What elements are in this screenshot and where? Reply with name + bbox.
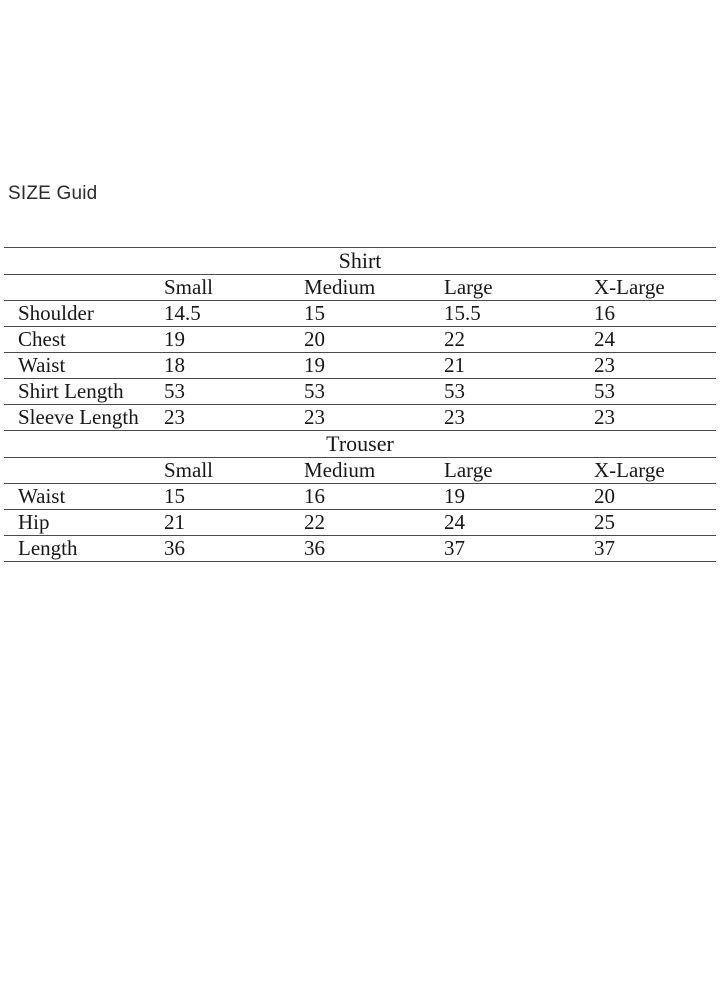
row-value-xlarge: 37 xyxy=(594,536,615,560)
row-value-large: 21 xyxy=(444,353,465,377)
row-label: Hip xyxy=(18,510,50,534)
row-value-medium: 36 xyxy=(304,536,325,560)
shirt-header-small: Small xyxy=(164,275,214,299)
row-value-small: 53 xyxy=(164,379,185,403)
trouser-header-large: Large xyxy=(444,458,493,482)
row-label: Waist xyxy=(18,353,66,377)
row-value-medium: 22 xyxy=(304,510,325,534)
row-label: Waist xyxy=(18,484,66,508)
table-rule xyxy=(4,562,716,563)
table-row xyxy=(4,379,716,405)
row-value-small: 18 xyxy=(164,353,185,377)
row-value-medium: 20 xyxy=(304,327,325,351)
row-value-xlarge: 23 xyxy=(594,353,615,377)
trouser-section-heading: Trouser xyxy=(326,431,394,456)
row-value-xlarge: 20 xyxy=(594,484,615,508)
row-value-small: 21 xyxy=(164,510,185,534)
row-value-large: 22 xyxy=(444,327,465,351)
shirt-section-heading-row xyxy=(4,248,716,275)
row-value-large: 23 xyxy=(444,405,465,429)
row-value-xlarge: 23 xyxy=(594,405,615,429)
trouser-header-medium: Medium xyxy=(304,458,376,482)
shirt-header-xlarge: X-Large xyxy=(594,275,665,299)
shirt-header-medium: Medium xyxy=(304,275,376,299)
row-label: Chest xyxy=(18,327,66,351)
table-row xyxy=(4,510,716,536)
shirt-section-heading: Shirt xyxy=(338,248,382,273)
row-value-small: 15 xyxy=(164,484,185,508)
row-value-large: 37 xyxy=(444,536,465,560)
size-tables-container xyxy=(4,247,716,562)
row-value-small: 36 xyxy=(164,536,185,560)
table-row xyxy=(4,301,716,327)
row-label: Sleeve Length xyxy=(18,405,139,429)
row-value-large: 53 xyxy=(444,379,465,403)
row-value-medium: 15 xyxy=(304,301,325,325)
trouser-section-heading-row xyxy=(4,431,716,458)
row-value-large: 24 xyxy=(444,510,465,534)
table-row xyxy=(4,405,716,431)
row-value-medium: 16 xyxy=(304,484,325,508)
row-value-xlarge: 25 xyxy=(594,510,615,534)
trouser-header-small: Small xyxy=(164,458,214,482)
row-label: Shoulder xyxy=(18,301,94,325)
shirt-header-large: Large xyxy=(444,275,493,299)
table-row xyxy=(4,536,716,562)
table-row xyxy=(4,353,716,379)
trouser-column-header-row xyxy=(4,458,716,484)
row-value-small: 23 xyxy=(164,405,185,429)
row-label: Shirt Length xyxy=(18,379,124,403)
row-value-small: 19 xyxy=(164,327,185,351)
table-row xyxy=(4,484,716,510)
table-row xyxy=(4,327,716,353)
row-value-xlarge: 24 xyxy=(594,327,615,351)
trouser-header-xlarge: X-Large xyxy=(594,458,665,482)
row-value-xlarge: 53 xyxy=(594,379,615,403)
trouser-size-table xyxy=(4,431,716,562)
row-value-medium: 23 xyxy=(304,405,325,429)
row-label: Length xyxy=(18,536,78,560)
row-value-xlarge: 16 xyxy=(594,301,615,325)
row-value-large: 19 xyxy=(444,484,465,508)
shirt-header-blank xyxy=(4,275,164,301)
row-value-medium: 53 xyxy=(304,379,325,403)
shirt-column-header-row xyxy=(4,275,716,301)
page-title: SIZE Guid xyxy=(8,183,98,204)
shirt-size-table xyxy=(4,247,716,431)
row-value-small: 14.5 xyxy=(164,301,201,325)
row-value-large: 15.5 xyxy=(444,301,481,325)
trouser-header-blank xyxy=(4,458,164,484)
row-value-medium: 19 xyxy=(304,353,325,377)
